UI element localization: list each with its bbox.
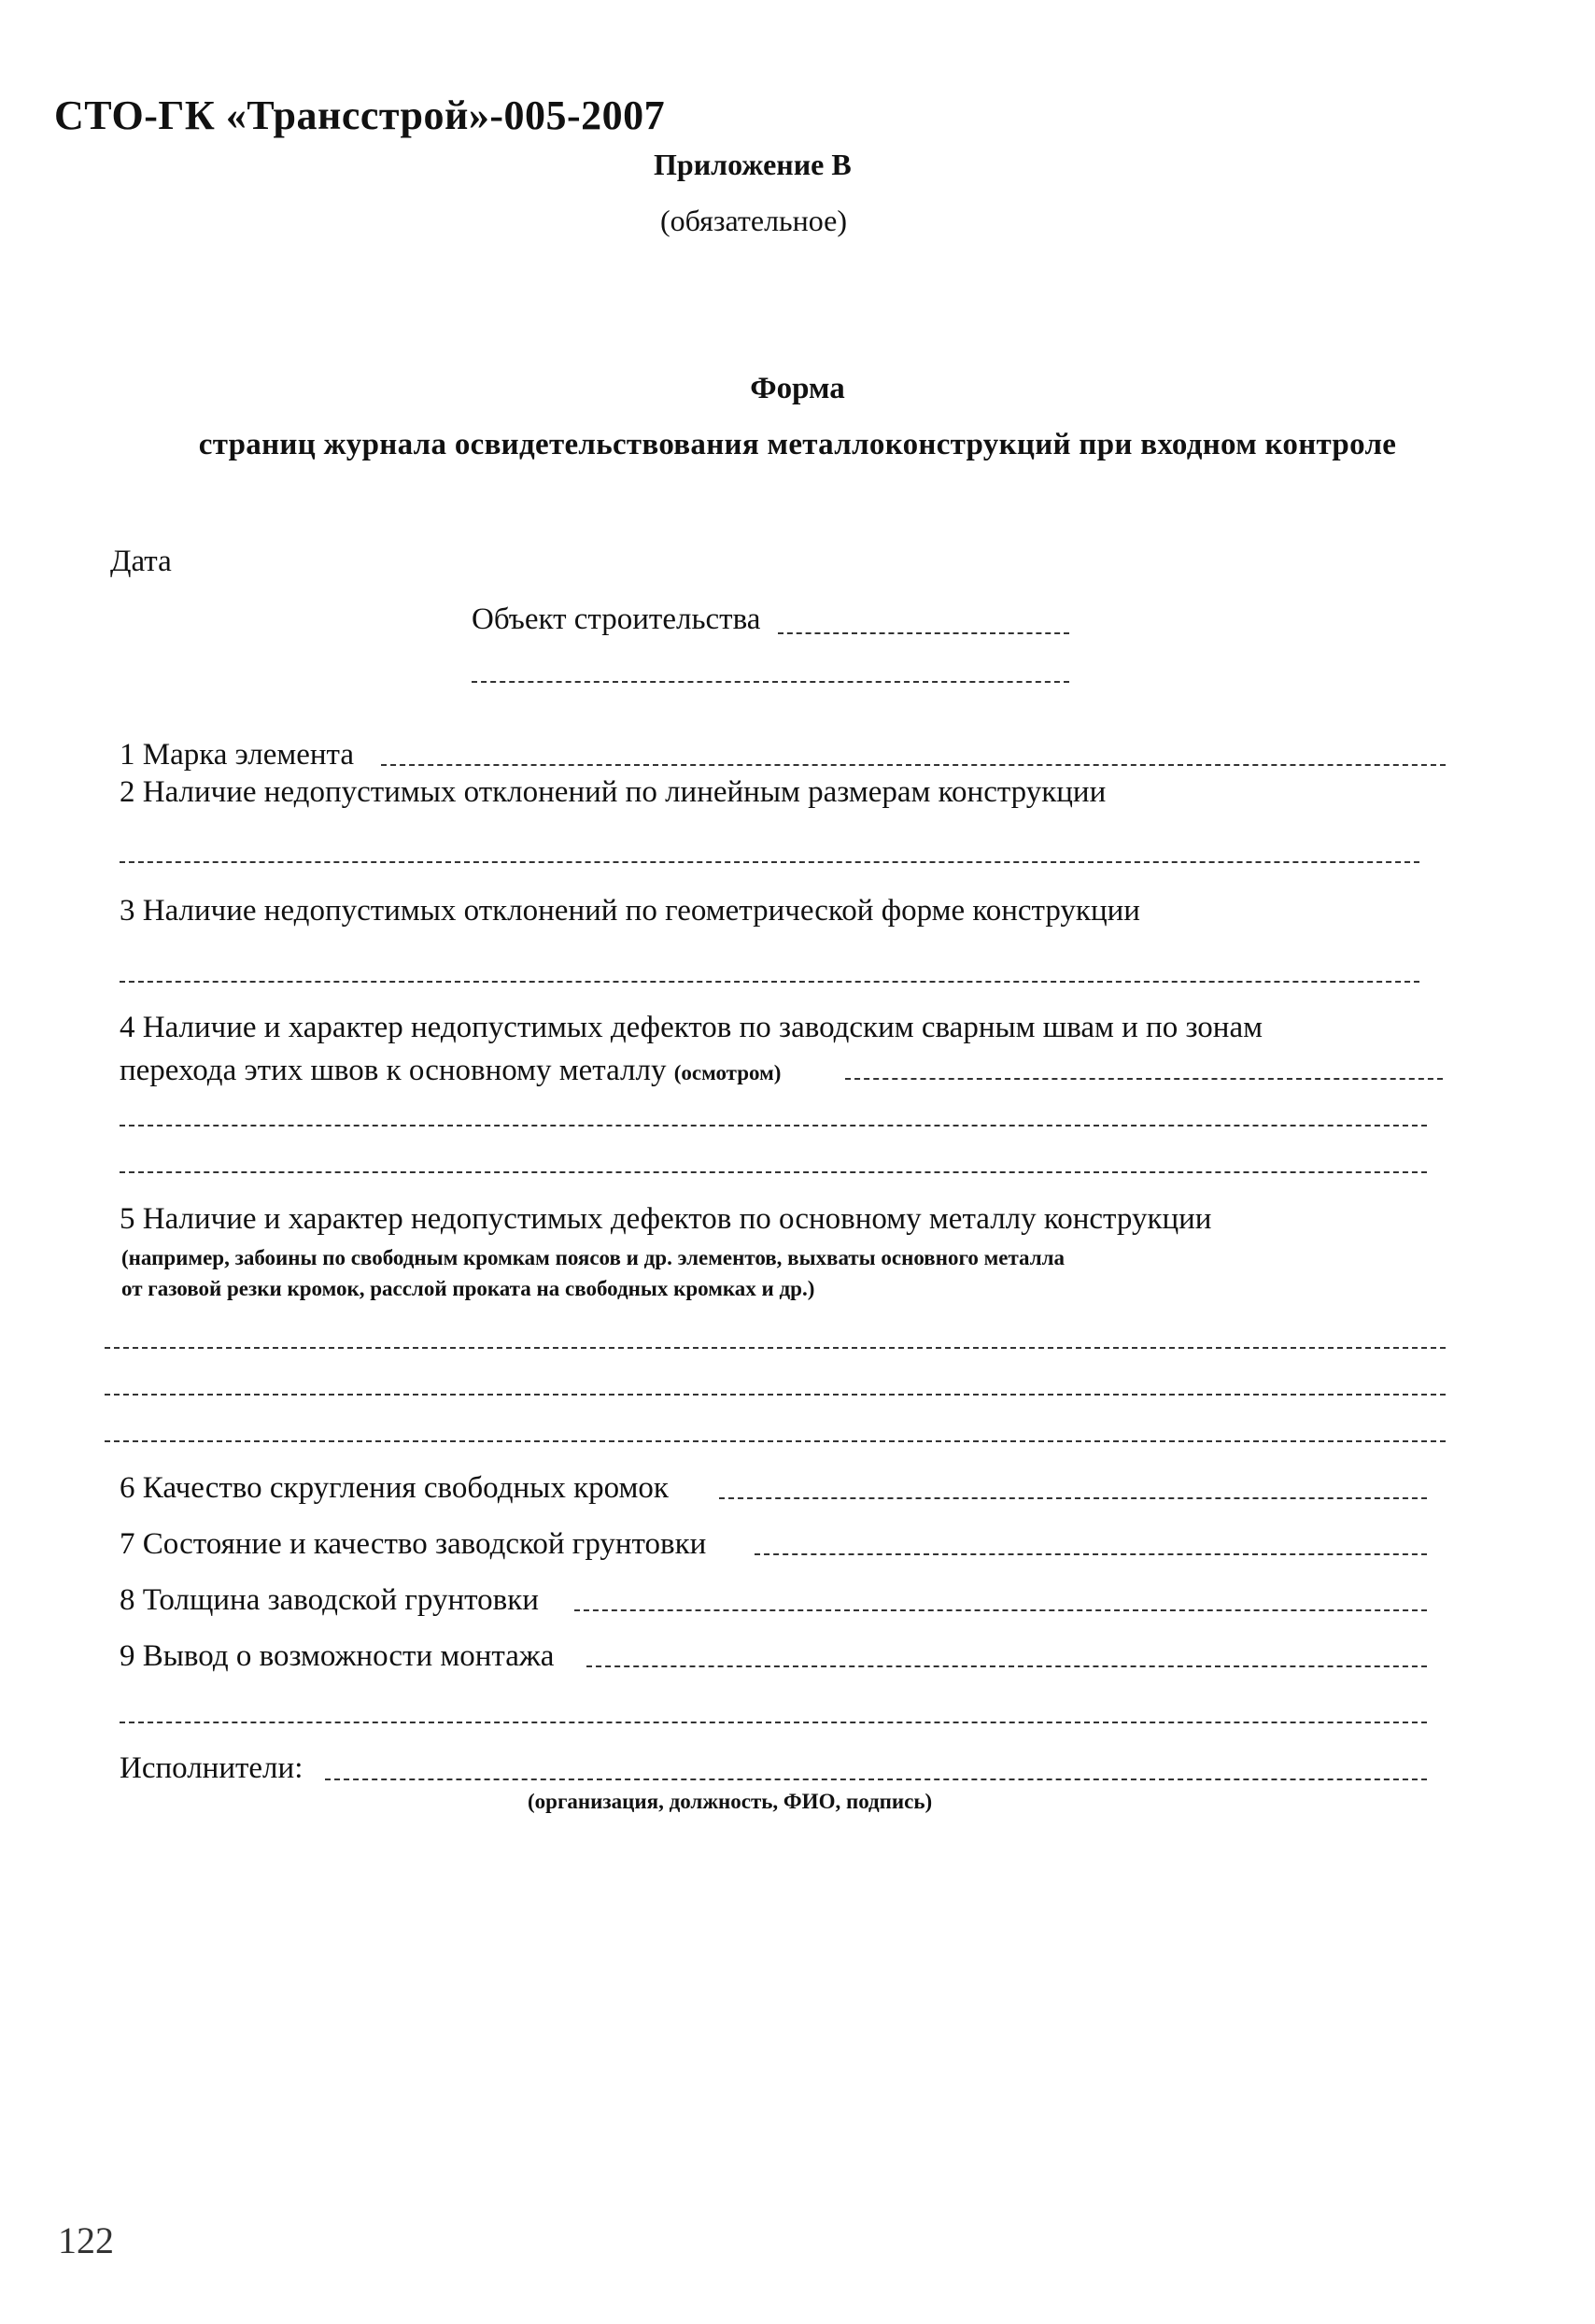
item-9-label: 9 Вывод о возможности монтажа	[120, 1639, 555, 1673]
item-4-label-line-1: 4 Наличие и характер недопустимых дефектов по заводским сварным швам и по зонам	[120, 1011, 1263, 1044]
item-4-label-text: перехода этих швов к основному металлу	[120, 1054, 667, 1087]
item-5-fill-line-1	[105, 1347, 1446, 1349]
item-3-label: 3 Наличие недопустимых отклонений по геометрической форме конструкции	[120, 894, 1140, 928]
appendix-status: (обязательное)	[660, 204, 847, 237]
item-8-fill-line	[574, 1609, 1427, 1611]
object-label: Объект строительства	[472, 602, 761, 636]
item-3-fill-line	[120, 981, 1419, 983]
item-5-fill-line-2	[105, 1394, 1446, 1396]
item-9-fill-line	[586, 1665, 1427, 1667]
item-9-fill-line-2	[120, 1722, 1427, 1723]
form-subtitle: страниц журнала освидетельствования металлоконструкций при входном контроле	[198, 428, 1397, 461]
item-5-fill-line-3	[105, 1440, 1446, 1442]
item-4-fill-line-3	[120, 1171, 1427, 1173]
item-7-label: 7 Состояние и качество заводской грунтовки	[120, 1527, 707, 1561]
form-title: Форма	[750, 372, 845, 405]
executors-fill-line	[325, 1778, 1427, 1780]
item-7-fill-line	[755, 1553, 1427, 1555]
object-fill-line	[778, 632, 1069, 634]
item-1-fill-line	[381, 764, 1446, 766]
object-fill-line-2	[472, 681, 1069, 683]
item-2-label: 2 Наличие недопустимых отклонений по линейным размерам конструкции	[120, 775, 1107, 809]
document-code: СТО-ГК «Трансстрой»-005-2007	[54, 92, 666, 138]
executors-note: (организация, должность, ФИО, подпись)	[528, 1790, 933, 1813]
item-4-label-line-2	[120, 1054, 781, 1088]
item-6-fill-line	[719, 1497, 1427, 1499]
item-5-note-line-2: от газовой резки кромок, расслой проката на свободных кромках и др.)	[121, 1277, 815, 1300]
item-6-label: 6 Качество скругления свободных кромок	[120, 1471, 669, 1505]
page-number: 122	[58, 2219, 114, 2261]
item-8-label: 8 Толщина заводской грунтовки	[120, 1583, 539, 1617]
executors-label: Исполнители:	[120, 1751, 303, 1785]
item-4-fill-line-2	[120, 1125, 1427, 1127]
item-5-label: 5 Наличие и характер недопустимых дефектов по основному металлу конструкции	[120, 1202, 1212, 1236]
item-2-fill-line	[120, 861, 1419, 863]
item-5-note-line-1: (например, забоины по свободным кромкам поясов и др. элементов, выхваты основного металла	[121, 1246, 1066, 1269]
item-4-fill-line	[845, 1078, 1443, 1080]
date-label: Дата	[110, 545, 172, 578]
item-4-note: (осмотром)	[673, 1061, 782, 1084]
item-1-label: 1 Марка элемента	[120, 738, 355, 772]
appendix-title: Приложение В	[654, 148, 852, 181]
